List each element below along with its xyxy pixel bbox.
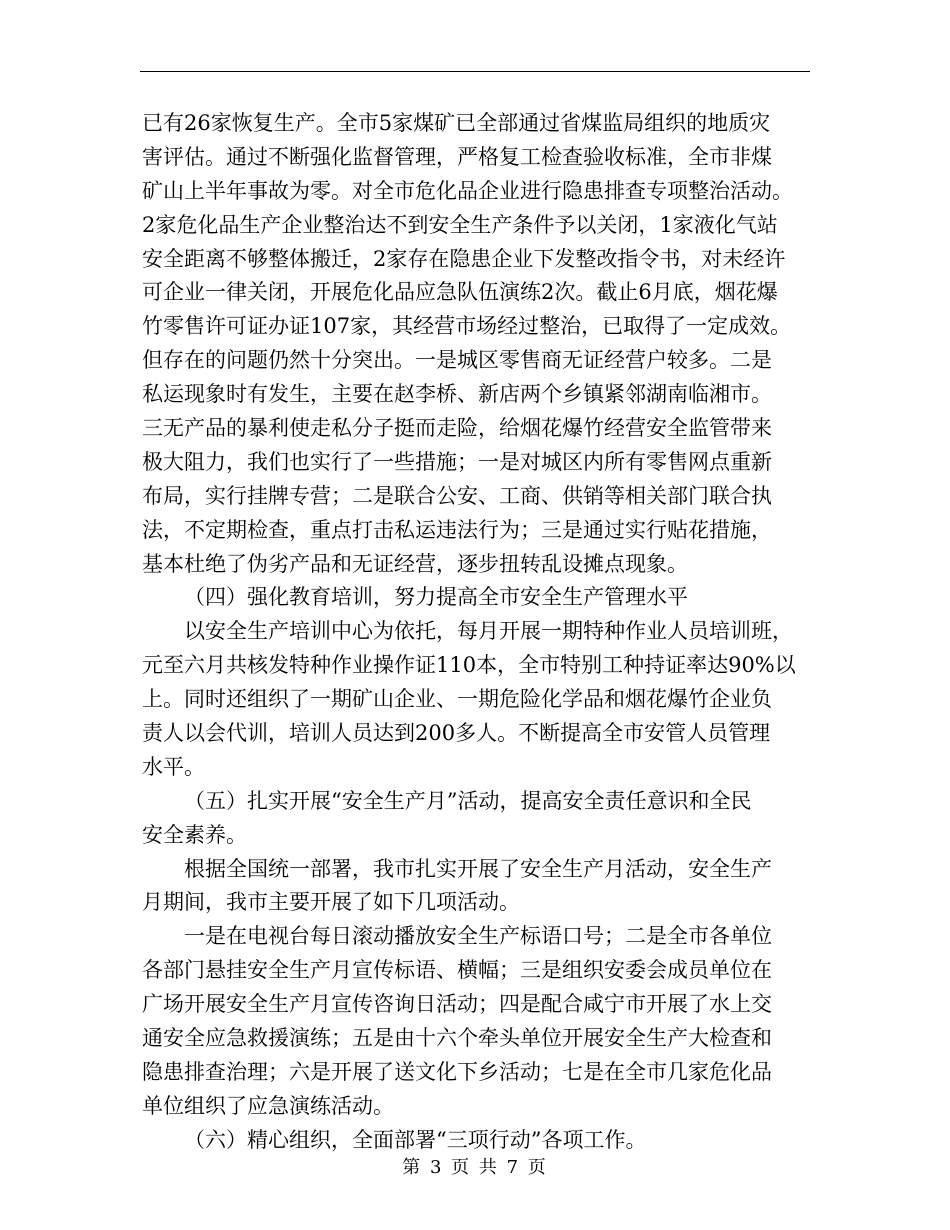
text-line: 基本杜绝了伪劣产品和无证经营，逐步扭转乱设摊点现象。: [142, 551, 688, 576]
text-line: 安全素养。: [142, 822, 247, 847]
text-line: 通安全应急救援演练；五是由十六个牵头单位开展安全生产大检查和: [142, 1026, 772, 1051]
text-line: 以安全生产培训中心为依托，每月开展一期特种作业人员培训班，: [184, 619, 793, 644]
text-line: 布局，实行挂牌专营；二是联合公安、工商、供销等相关部门联合执: [142, 483, 772, 508]
text-line: 各部门悬挂安全生产月宣传标语、横幅；三是组织安委会成员单位在: [142, 958, 772, 983]
section-heading: （四）强化教育培训，努力提高全市安全生产管理水平: [184, 585, 688, 610]
text-line: 2家危化品生产企业整治达不到安全生产条件予以关闭，1家液化气站: [142, 212, 778, 237]
text-line: 责人以会代训，培训人员达到200多人。不断提高全市安管人员管理: [142, 721, 771, 746]
text-line: 水平。: [142, 754, 205, 779]
text-line: 私运现象时有发生，主要在赵李桥、新店两个乡镇紧邻湖南临湘市。: [142, 382, 772, 407]
text-line: 三无产品的暴利使走私分子挺而走险，给烟花爆竹经营安全监管带来: [142, 416, 772, 441]
text-line: 上。同时还组织了一期矿山企业、一期危险化学品和烟花爆竹企业负: [142, 687, 772, 712]
text-line: 极大阻力，我们也实行了一些措施；一是对城区内所有零售网点重新: [142, 449, 772, 474]
text-line: 矿山上半年事故为零。对全市危化品企业进行隐患排查专项整治活动。: [142, 178, 793, 203]
section-heading: （五）扎实开展“安全生产月”活动，提高安全责任意识和全民: [184, 788, 752, 813]
text-line: 隐患排查治理；六是开展了送文化下乡活动；七是在全市几家危化品: [142, 1059, 772, 1084]
header-rule: [140, 71, 810, 72]
text-line: 元至六月共核发特种作业操作证110本，全市特别工种持证率达90%以: [142, 653, 796, 678]
text-line: 安全距离不够整体搬迁，2家存在隐患企业下发整改指令书，对未经许: [142, 246, 786, 271]
text-line: 广场开展安全生产月宣传咨询日活动；四是配合咸宁市开展了水上交: [142, 992, 772, 1017]
page-number-text: 第 3 页 共 7 页: [402, 1157, 548, 1178]
document-body: [142, 107, 812, 1158]
text-line: 根据全国统一部署，我市扎实开展了安全生产月活动，安全生产: [184, 856, 772, 881]
text-line: 一是在电视台每日滚动播放安全生产标语口号；二是全市各单位: [184, 924, 772, 949]
text-line: 但存在的问题仍然十分突出。一是城区零售商无证经营户较多。二是: [142, 348, 772, 373]
text-line: 法，不定期检查，重点打击私运违法行为；三是通过实行贴花措施，: [142, 517, 772, 542]
page-footer: [0, 1153, 950, 1179]
text-line: 已有26家恢复生产。全市5家煤矿已全部通过省煤监局组织的地质灾: [142, 111, 771, 135]
text-line: 单位组织了应急演练活动。: [142, 1093, 394, 1118]
text-line: 害评估。通过不断强化监督管理，严格复工检查验收标准，全市非煤: [142, 144, 772, 169]
text-line: 竹零售许可证办证107家，其经营市场经过整治，已取得了一定成效。: [142, 314, 792, 339]
text-line: 可企业一律关闭，开展危化品应急队伍演练2次。截止6月底，烟花爆: [142, 280, 778, 305]
section-heading: （六）精心组织，全面部署“三项行动”各项工作。: [184, 1127, 647, 1152]
text-line: 月期间，我市主要开展了如下几项活动。: [142, 890, 520, 915]
